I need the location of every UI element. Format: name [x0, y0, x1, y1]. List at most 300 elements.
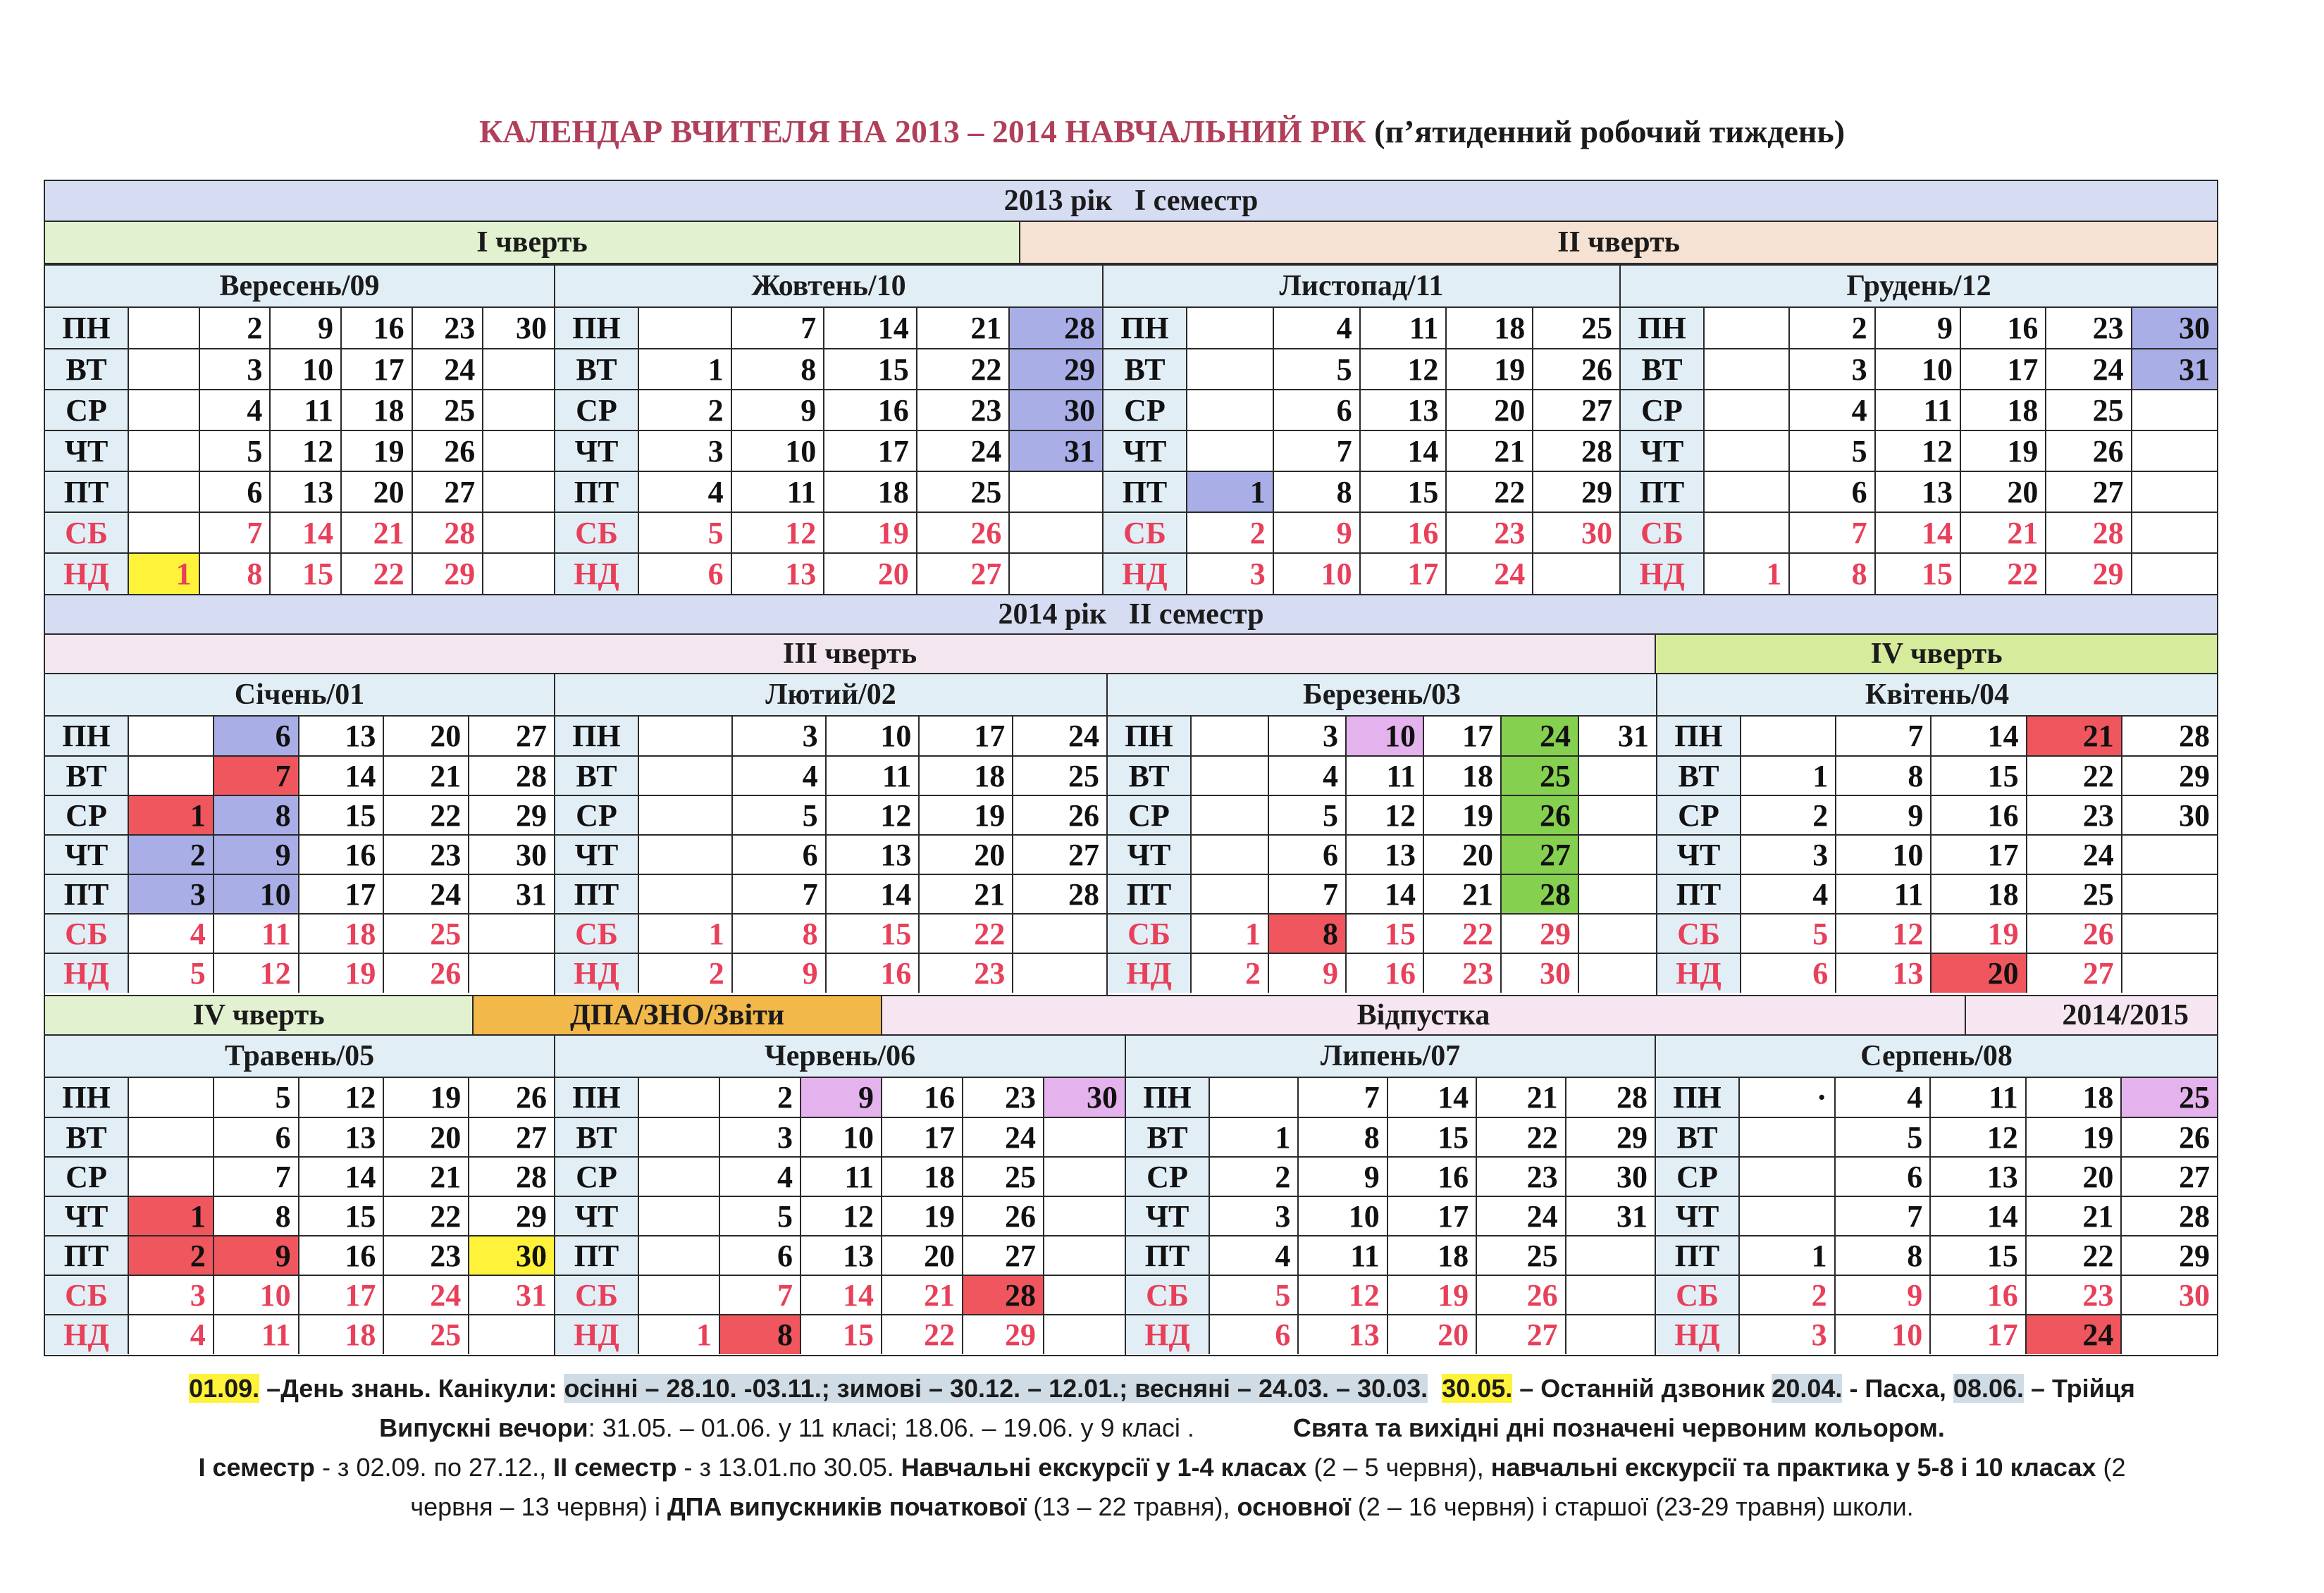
day-cell: 1 [1191, 914, 1268, 953]
day-name: НД [45, 1315, 128, 1354]
day-cell [638, 1078, 719, 1117]
weekday-row [45, 1117, 554, 1157]
day-cell [483, 390, 554, 430]
day-cell [128, 717, 214, 756]
day-name: ВТ [555, 349, 638, 390]
day-name: СБ [1656, 1275, 1739, 1315]
day-cell: 29 [1533, 471, 1619, 512]
day-cell: 20 [1387, 1315, 1476, 1354]
day-cell: 13 [826, 835, 920, 874]
month-days-table [555, 308, 1102, 594]
day-name: ЧТ [555, 1196, 638, 1236]
day-cell: 10 [1273, 553, 1360, 594]
weekday-row [1621, 349, 2217, 390]
day-cell: 15 [299, 795, 384, 835]
day-cell: 30 [2121, 1275, 2217, 1315]
day-cell: 24 [917, 430, 1010, 471]
day-cell: 18 [1423, 756, 1501, 795]
weekday-row [555, 1236, 1125, 1275]
day-cell: 25 [1013, 756, 1106, 795]
day-cell: 19 [1960, 430, 2046, 471]
month-block [554, 264, 1104, 595]
day-cell: 6 [1741, 953, 1836, 993]
day-cell: 9 [731, 390, 824, 430]
day-cell [1578, 756, 1656, 795]
note-date-trinity: 08.06. [1953, 1374, 2025, 1403]
day-cell [1191, 756, 1268, 795]
note-legend: Свята та вихідні дні позначені червоним кольором. [1292, 1413, 1945, 1442]
day-cell: 25 [412, 390, 483, 430]
day-cell: 2 [199, 308, 271, 349]
weekday-row [45, 874, 554, 914]
day-cell: 26 [2046, 430, 2131, 471]
day-cell: 7 [1836, 717, 1931, 756]
day-cell: 27 [1501, 835, 1578, 874]
day-cell: 2 [638, 953, 732, 993]
month-days-table [45, 308, 554, 594]
day-cell: 21 [919, 874, 1013, 914]
day-cell: 1 [1209, 1117, 1298, 1157]
weekday-row [1621, 430, 2217, 471]
month-name: Грудень/12 [1621, 266, 2217, 308]
day-cell: 31 [2132, 349, 2217, 390]
month-block [1619, 264, 2218, 595]
quarter-4-may-header: IV чверть [44, 995, 474, 1036]
day-cell: 30 [1566, 1157, 1655, 1196]
day-cell: 26 [963, 1196, 1044, 1236]
day-cell [1013, 953, 1106, 993]
day-cell: 5 [128, 953, 214, 993]
weekday-row [555, 835, 1106, 874]
day-cell: 23 [2026, 1275, 2122, 1315]
day-cell [483, 553, 554, 594]
day-name: ПН [1126, 1078, 1209, 1117]
month-name: Вересень/09 [45, 266, 554, 308]
day-cell [1704, 430, 1789, 471]
weekday-row [1108, 717, 1656, 756]
day-cell: 9 [1298, 1157, 1387, 1196]
day-name: ЧТ [1657, 835, 1741, 874]
day-cell: 9 [1836, 795, 1931, 835]
weekday-row [555, 1078, 1125, 1117]
day-cell [1009, 471, 1102, 512]
day-cell: 1 [1187, 471, 1273, 512]
day-cell: 7 [1268, 874, 1346, 914]
day-name: ВТ [1104, 349, 1187, 390]
day-cell: 21 [341, 512, 412, 553]
day-name: НД [555, 953, 638, 993]
day-cell [1044, 1196, 1125, 1236]
weekday-row [45, 349, 554, 390]
day-cell: 18 [824, 471, 917, 512]
weekday-row [1657, 953, 2217, 993]
weekday-row [45, 308, 554, 349]
day-cell: 5 [1273, 349, 1360, 390]
day-cell: 15 [1360, 471, 1447, 512]
day-cell: 6 [719, 1236, 801, 1275]
notes-line-4 [0, 1492, 2324, 1522]
day-cell: 3 [1741, 835, 1836, 874]
day-cell: 14 [801, 1275, 882, 1315]
day-name: СБ [1621, 512, 1704, 553]
day-name: СР [45, 795, 128, 835]
day-cell: 13 [299, 1117, 384, 1157]
note-dpa-primary: ДПА випускників початкової [667, 1492, 1027, 1521]
note-date-knowledge-day: 01.09. [189, 1374, 260, 1403]
day-cell: 3 [732, 717, 826, 756]
day-cell: 19 [1423, 795, 1501, 835]
day-cell [1739, 1117, 1835, 1157]
day-name: ПТ [1104, 471, 1187, 512]
day-name: ВТ [1108, 756, 1191, 795]
day-name: ПН [1656, 1078, 1739, 1117]
day-cell: 9 [214, 835, 299, 874]
day-cell [638, 1236, 719, 1275]
day-cell: 8 [214, 1196, 299, 1236]
day-cell: 31 [469, 1275, 554, 1315]
day-cell: 10 [270, 349, 341, 390]
day-cell [128, 471, 199, 512]
day-cell: 18 [919, 756, 1013, 795]
day-cell: 11 [1930, 1078, 2026, 1117]
day-cell: 12 [801, 1196, 882, 1236]
day-cell: 22 [341, 553, 412, 594]
day-cell: 4 [1273, 308, 1360, 349]
weekday-row [45, 835, 554, 874]
day-cell: 1 [638, 349, 731, 390]
notes-line-2 [0, 1413, 2324, 1443]
day-cell: 2 [128, 1236, 214, 1275]
semester-2-header: 2014 рік II семестр [44, 594, 2218, 635]
day-cell [2132, 471, 2217, 512]
weekday-row [1126, 1275, 1655, 1315]
day-cell: 11 [1298, 1236, 1387, 1275]
day-cell: 28 [412, 512, 483, 553]
day-name: СБ [1657, 914, 1741, 953]
day-cell: 1 [1741, 756, 1836, 795]
day-cell: 2 [638, 390, 731, 430]
day-cell: 5 [1789, 430, 1874, 471]
day-cell: 10 [1298, 1196, 1387, 1236]
day-cell: 21 [1446, 430, 1533, 471]
day-cell: 28 [1566, 1078, 1655, 1117]
day-name: СБ [1108, 914, 1191, 953]
day-cell [1187, 390, 1273, 430]
day-cell: 12 [1360, 349, 1447, 390]
day-name: СР [1657, 795, 1741, 835]
day-name: ПТ [45, 1236, 128, 1275]
weekday-row [555, 1157, 1125, 1196]
day-cell: 4 [199, 390, 271, 430]
weekday-row [555, 430, 1102, 471]
day-cell: 29 [469, 795, 554, 835]
day-cell: 12 [1930, 1117, 2026, 1157]
day-cell: 4 [1789, 390, 1874, 430]
day-name: ЧТ [45, 835, 128, 874]
day-cell: 20 [2026, 1157, 2122, 1196]
day-name: ПН [555, 1078, 638, 1117]
day-cell: 3 [1739, 1315, 1835, 1354]
day-cell: 29 [2046, 553, 2131, 594]
day-cell: 11 [731, 471, 824, 512]
day-cell [1191, 717, 1268, 756]
day-cell: 30 [469, 835, 554, 874]
weekday-row [1621, 308, 2217, 349]
day-cell: 11 [1360, 308, 1447, 349]
day-cell: 1 [128, 553, 199, 594]
weekday-row [555, 349, 1102, 390]
weekday-row [1657, 756, 2217, 795]
day-cell: 30 [2122, 795, 2217, 835]
day-cell: 8 [1789, 553, 1874, 594]
day-cell: 2 [1789, 308, 1874, 349]
day-name: ПН [1104, 308, 1187, 349]
day-cell [638, 1196, 719, 1236]
day-cell: 22 [1446, 471, 1533, 512]
weekday-row [1104, 390, 1619, 430]
weekday-row [1108, 953, 1656, 993]
day-cell: 23 [917, 390, 1010, 430]
day-cell: 24 [2027, 835, 2122, 874]
day-cell: 30 [1044, 1078, 1125, 1117]
notes-line-1 [0, 1374, 2324, 1403]
weekday-row [1108, 914, 1656, 953]
day-cell: 22 [917, 349, 1010, 390]
day-cell [469, 914, 554, 953]
day-cell: 13 [1360, 390, 1447, 430]
day-cell: 12 [826, 795, 920, 835]
day-cell: 11 [826, 756, 920, 795]
note-dpa-basic: основної [1237, 1492, 1351, 1521]
day-cell: 22 [1960, 553, 2046, 594]
day-cell: 25 [963, 1157, 1044, 1196]
day-cell [638, 874, 732, 914]
day-cell: 11 [1875, 390, 1960, 430]
day-cell: 12 [214, 953, 299, 993]
day-name: СБ [45, 1275, 128, 1315]
note-text: – Останній дзвоник [1512, 1374, 1772, 1403]
note-text: - з 13.01.по 30.05. [676, 1453, 901, 1482]
day-cell: 14 [270, 512, 341, 553]
day-cell: 17 [1423, 717, 1501, 756]
day-cell: 20 [383, 717, 469, 756]
weekday-row [45, 430, 554, 471]
page-title [0, 113, 2324, 150]
day-cell [1187, 430, 1273, 471]
day-name: НД [555, 1315, 638, 1354]
day-cell: 19 [341, 430, 412, 471]
day-cell: 5 [1268, 795, 1346, 835]
weekday-row [1656, 1157, 2217, 1196]
day-name: ПТ [45, 471, 128, 512]
note-sem1: I семестр [198, 1453, 315, 1482]
day-name: СР [555, 1157, 638, 1196]
day-cell: 14 [1387, 1078, 1476, 1117]
day-name: СР [555, 795, 638, 835]
day-cell: 14 [1931, 717, 2026, 756]
day-cell: 20 [383, 1117, 469, 1157]
day-cell: 13 [1875, 471, 1960, 512]
day-cell: 7 [1835, 1196, 1931, 1236]
day-cell: 21 [882, 1275, 963, 1315]
day-name: НД [45, 553, 128, 594]
day-cell: 4 [1835, 1078, 1931, 1117]
weekday-row [1126, 1196, 1655, 1236]
day-name: ПН [45, 717, 128, 756]
day-name: ПТ [1621, 471, 1704, 512]
day-cell: 17 [1387, 1196, 1476, 1236]
day-cell [1009, 553, 1102, 594]
day-cell [1566, 1275, 1655, 1315]
day-cell [1044, 1315, 1125, 1354]
day-cell [1739, 1157, 1835, 1196]
day-cell: 2 [1739, 1275, 1835, 1315]
day-cell: 24 [383, 1275, 469, 1315]
day-cell: 12 [299, 1078, 384, 1117]
day-cell: 27 [1476, 1315, 1565, 1354]
note-text: –День знань. Канікули: [259, 1374, 564, 1403]
day-cell: 8 [731, 349, 824, 390]
day-cell [1704, 308, 1789, 349]
day-name: ЧТ [1656, 1196, 1739, 1236]
day-cell: 8 [1836, 756, 1931, 795]
day-name: НД [1108, 953, 1191, 993]
day-cell: 21 [383, 756, 469, 795]
day-cell: 18 [2026, 1078, 2122, 1117]
day-cell: 21 [1423, 874, 1501, 914]
day-cell: 17 [1931, 835, 2026, 874]
day-cell [1704, 512, 1789, 553]
day-cell: 12 [1836, 914, 1931, 953]
day-cell [1191, 835, 1268, 874]
day-name: ВТ [45, 756, 128, 795]
day-cell: 16 [299, 835, 384, 874]
notes-line-3 [0, 1453, 2324, 1482]
day-cell: 22 [882, 1315, 963, 1354]
day-cell: 7 [1789, 512, 1874, 553]
day-name: ЧТ [1104, 430, 1187, 471]
weekday-row [555, 1117, 1125, 1157]
day-cell [483, 512, 554, 553]
day-cell [2121, 1315, 2217, 1354]
day-cell: 15 [801, 1315, 882, 1354]
day-cell: 28 [1013, 874, 1106, 914]
day-cell: 28 [469, 1157, 554, 1196]
weekday-row [555, 1196, 1125, 1236]
day-cell [128, 430, 199, 471]
day-cell: 11 [801, 1157, 882, 1196]
weekday-row [1657, 914, 2217, 953]
weekday-row [555, 953, 1106, 993]
day-name: ПТ [555, 874, 638, 914]
day-cell [1044, 1117, 1125, 1157]
day-name: ПТ [1656, 1236, 1739, 1275]
day-cell: 13 [299, 717, 384, 756]
day-cell: 21 [383, 1157, 469, 1196]
day-cell: 20 [341, 471, 412, 512]
day-cell: 3 [1187, 553, 1273, 594]
day-cell: 15 [1930, 1236, 2026, 1275]
day-cell [638, 1275, 719, 1315]
weekday-row [1104, 349, 1619, 390]
quarter-3-header: III чверть [44, 633, 1656, 674]
day-cell: 6 [1789, 471, 1874, 512]
day-cell: 3 [638, 430, 731, 471]
day-cell: 4 [638, 471, 731, 512]
weekday-row [1126, 1236, 1655, 1275]
day-cell: 25 [2046, 390, 2131, 430]
day-cell: 11 [214, 914, 299, 953]
day-name: ВТ [1656, 1117, 1739, 1157]
day-cell: 5 [732, 795, 826, 835]
day-cell: 26 [1476, 1275, 1565, 1315]
day-cell: 1 [638, 914, 732, 953]
day-cell: 4 [1268, 756, 1346, 795]
day-name: СР [1621, 390, 1704, 430]
day-cell: 15 [1875, 553, 1960, 594]
day-cell: 29 [2122, 756, 2217, 795]
day-name: СБ [1104, 512, 1187, 553]
day-name: ПН [555, 717, 638, 756]
dpa-zno-header: ДПА/ЗНО/Звіти [472, 995, 882, 1036]
title-main: КАЛЕНДАР ВЧИТЕЛЯ НА 2013 – 2014 НАВЧАЛЬНИЙ РІК [478, 113, 1366, 149]
weekday-row [1656, 1236, 2217, 1275]
day-cell: 1 [638, 1315, 719, 1354]
day-cell: 16 [1960, 308, 2046, 349]
day-cell: 9 [1268, 953, 1346, 993]
day-cell [1209, 1078, 1298, 1117]
day-cell: 9 [1273, 512, 1360, 553]
month-name: Березень/03 [1108, 674, 1656, 717]
day-cell: 21 [2027, 717, 2122, 756]
day-cell: 3 [128, 1275, 214, 1315]
day-cell [2132, 512, 2217, 553]
day-cell: 13 [1346, 835, 1423, 874]
day-cell [469, 953, 554, 993]
month-name: Серпень/08 [1656, 1036, 2217, 1078]
day-cell: 22 [2026, 1236, 2122, 1275]
note-text: – Трійця [2024, 1374, 2135, 1403]
day-cell: 9 [270, 308, 341, 349]
day-cell: 7 [214, 1157, 299, 1196]
day-cell: 23 [2046, 308, 2131, 349]
month-days-table [1657, 717, 2217, 993]
day-cell: 26 [917, 512, 1010, 553]
day-cell [2122, 914, 2217, 953]
day-cell: 31 [1566, 1196, 1655, 1236]
day-cell [2122, 835, 2217, 874]
day-cell [1187, 349, 1273, 390]
month-name: Липень/07 [1126, 1036, 1655, 1078]
day-cell: 18 [1931, 874, 2026, 914]
day-cell [1578, 914, 1656, 953]
day-cell: 19 [2026, 1117, 2122, 1157]
day-cell: 15 [270, 553, 341, 594]
weekday-row [1621, 471, 2217, 512]
day-name: ПТ [1126, 1236, 1209, 1275]
day-cell: 27 [469, 717, 554, 756]
day-cell: 6 [638, 553, 731, 594]
weekday-row [45, 1315, 554, 1354]
day-cell [1578, 835, 1656, 874]
month-block [1655, 1034, 2218, 1356]
day-cell: 2 [719, 1078, 801, 1117]
day-cell: 18 [1960, 390, 2046, 430]
day-cell: 26 [469, 1078, 554, 1117]
month-days-table [1104, 308, 1619, 594]
day-cell: 25 [1476, 1236, 1565, 1275]
semester-1-header: 2013 рік I семестр [44, 180, 2218, 222]
